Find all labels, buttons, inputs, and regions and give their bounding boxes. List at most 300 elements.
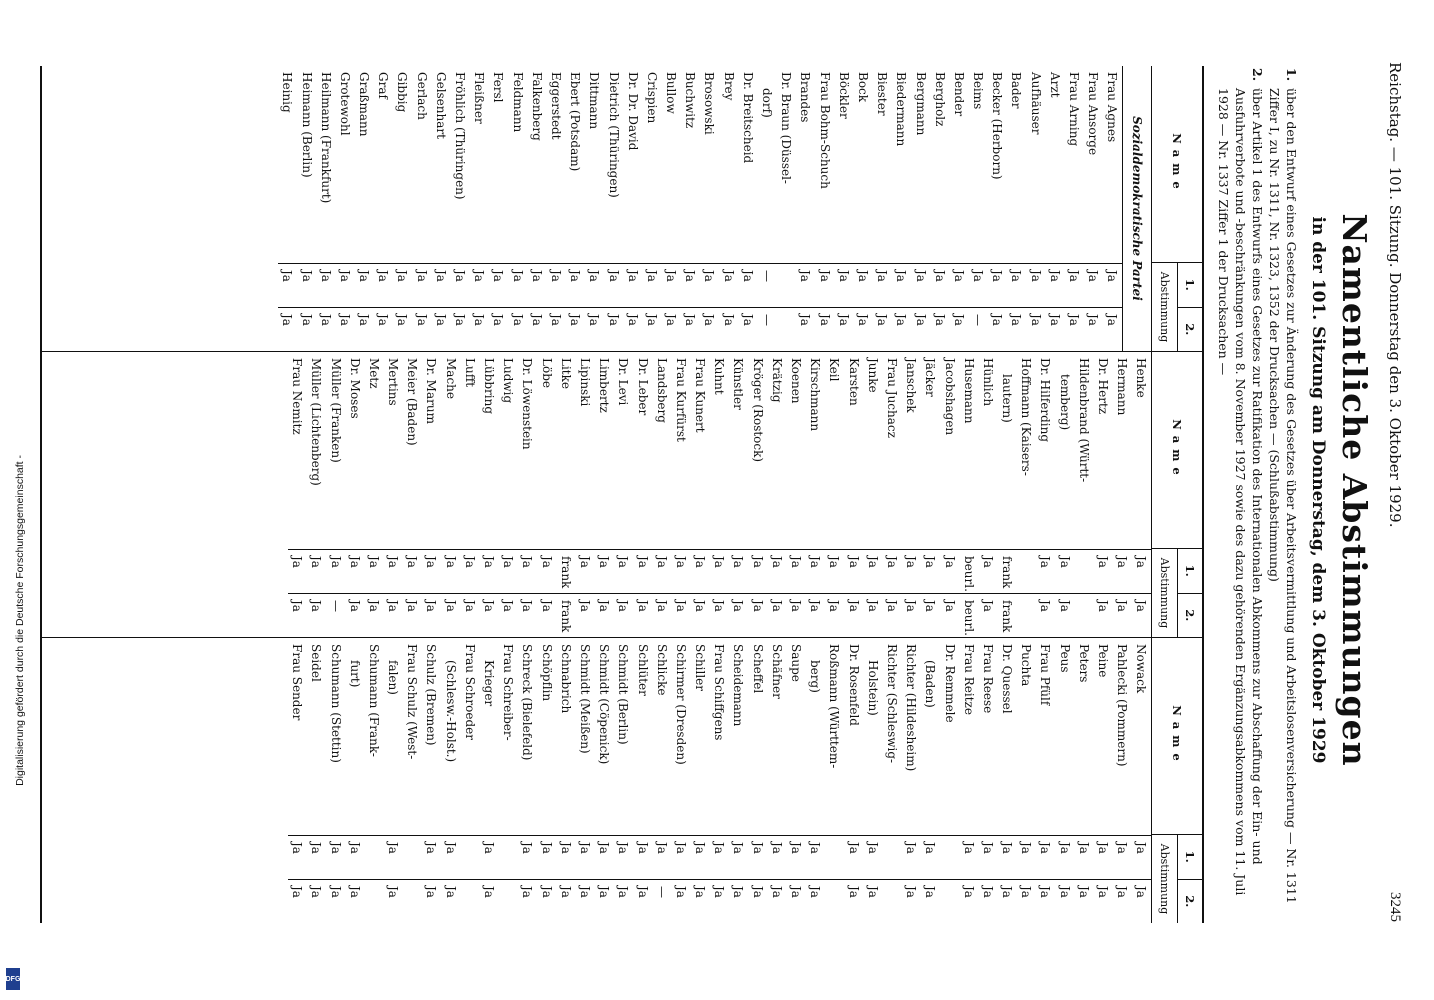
table-row: [1026, 66, 1045, 351]
table-row: [1036, 638, 1055, 923]
vote2-value: Ja: [422, 593, 441, 637]
vote2-value: [882, 879, 901, 923]
table-header: [1151, 352, 1202, 637]
vote2-value: Ja: [412, 307, 431, 351]
vote2-value: Ja: [930, 307, 949, 351]
vote2-value: Ja: [748, 593, 767, 637]
member-name: Schmidt (Cöpenick): [597, 644, 612, 765]
vote-item-text: über Artikel 1 des Entwurfs eines Gesetzes zur Ratifikation des Internationalen Abkommens zur Abschaffung der Ein- und Ausfuhrverbote und -beschränkungen vom 8. November 1927 sowie des dazu gehörenden Ergänzungsabkommens vom 11. Juli 1928 — Nr. 1337 Ziffer 1 der Drucksachen —: [1216, 88, 1265, 896]
member-name: Fersl: [491, 72, 506, 103]
vote1-value: Ja: [403, 549, 422, 593]
member-name: Frau Pfülf: [1038, 644, 1053, 706]
page-subtitle: in der 101. Sitzung am Donnerstag, dem 3. Oktober 1929: [1308, 216, 1328, 764]
digitization-note: [14, 455, 28, 995]
vote1-value: Ja: [930, 263, 949, 307]
table-row: [575, 352, 594, 637]
vote1-value: Ja: [671, 549, 690, 593]
vote1-value: Ja: [479, 835, 498, 879]
vote2-value: frank: [998, 593, 1017, 637]
vote2-value: Ja: [595, 879, 614, 923]
vote2-value: Ja: [479, 879, 498, 923]
vote2-value: Ja: [585, 307, 604, 351]
vote-item-text: über den Entwurf eines Gesetzes zur Änderung des Gesetzes über Arbeitsvermittlung und Arbeitslosenversicherung — Nr. 1311 Ziffer I, zu Nr. 1311, Nr. 1323, 1352 der Drucksachen — (Schlußabstimmung): [1267, 88, 1299, 904]
table-row: [1017, 638, 1036, 923]
vote2-value: Ja: [729, 593, 748, 637]
table-row: [719, 66, 738, 351]
vote1-value: Ja: [1055, 549, 1074, 593]
vote2-value: Ja: [710, 593, 729, 637]
vote2-value: Ja: [729, 879, 748, 923]
member-name: Löbe: [539, 358, 554, 388]
table-row: [556, 352, 575, 637]
member-name: Schmidt (Berlin): [616, 644, 631, 745]
vote1-value: Ja: [786, 549, 805, 593]
table-row: [537, 352, 556, 637]
member-name: Künstler: [731, 358, 746, 410]
table-row: [940, 638, 959, 923]
table-row: [978, 352, 997, 637]
vote1-value: Ja: [892, 263, 911, 307]
table-row: [470, 66, 489, 351]
vote2-value: —: [652, 879, 671, 923]
member-name: Becker (Herborn): [990, 72, 1005, 180]
table-row: [710, 352, 729, 637]
table-row: [403, 352, 422, 637]
member-name: Bender: [951, 72, 966, 117]
table-row: [844, 352, 863, 637]
vote1-value: Ja: [316, 263, 335, 307]
member-name: Graf: [376, 72, 391, 99]
table-row: [1036, 352, 1055, 637]
vote1-value: beurl.: [959, 549, 978, 593]
vote-numbers: [1177, 835, 1202, 923]
table-row: [623, 66, 642, 351]
member-name: Dittmann: [587, 72, 602, 130]
vote1-value: Ja: [335, 263, 354, 307]
vote2-value: Ja: [978, 879, 997, 923]
table-row: [700, 66, 719, 351]
vote1-value: Ja: [1074, 835, 1093, 879]
table-row: [479, 638, 498, 923]
member-name: Mache: [443, 358, 458, 399]
vote-numbers: [1177, 549, 1202, 637]
vote2-value: Ja: [537, 593, 556, 637]
vote1-value: Ja: [738, 263, 757, 307]
vote2-value: Ja: [575, 879, 594, 923]
column-header-name: Name: [1170, 419, 1184, 481]
member-name: Dr. Breitscheid: [740, 72, 755, 164]
vote1-value: Ja: [633, 835, 652, 879]
member-name: Schumann (Frank-: [366, 644, 381, 757]
vote1-value: Ja: [902, 835, 921, 879]
vote2-value: Ja: [1084, 307, 1103, 351]
vote2-value: Ja: [767, 593, 786, 637]
table-row: [882, 638, 901, 923]
member-name: Schlicke: [654, 644, 669, 696]
vote2-value: Ja: [873, 307, 892, 351]
vote2-value: Ja: [566, 307, 585, 351]
table-body: [42, 66, 1151, 351]
vote2-header: 2.: [1178, 307, 1202, 352]
vote2-value: Ja: [767, 879, 786, 923]
vote2-value: Ja: [326, 879, 345, 923]
running-title: Reichstag. — 101. Sitzung. Donnerstag den 3. Oktober 1929.: [1386, 62, 1404, 528]
table-row: [930, 66, 949, 351]
table-row: [863, 638, 882, 923]
table-row: [355, 66, 374, 351]
vote1-value: Ja: [614, 549, 633, 593]
member-name: Frau Schroeder: [462, 644, 477, 741]
member-name: Buchwitz: [683, 72, 698, 129]
vote1-value: [1074, 549, 1093, 593]
vote2-value: Ja: [902, 593, 921, 637]
vote1-value: Ja: [326, 835, 345, 879]
table-row: [988, 66, 1007, 351]
table-row: [422, 352, 441, 637]
vote1-value: Ja: [834, 263, 853, 307]
table-row: [508, 66, 527, 351]
table-row: [863, 352, 882, 637]
vote1-value: Ja: [633, 549, 652, 593]
vote1-value: Ja: [882, 549, 901, 593]
table-row: [412, 66, 431, 351]
vote2-value: Ja: [815, 307, 834, 351]
vote1-value: Ja: [441, 549, 460, 593]
page-title: Namentliche Abstimmungen: [1335, 213, 1374, 767]
member-name: Koenen: [789, 358, 804, 404]
vote1-value: Ja: [1017, 835, 1036, 879]
vote1-value: Ja: [1036, 549, 1055, 593]
table-row: [384, 352, 403, 637]
vote1-value: Ja: [450, 263, 469, 307]
member-name: Heinig: [280, 72, 295, 113]
table-row: [335, 66, 354, 351]
table-row: [998, 638, 1017, 923]
vote-table: [42, 637, 1202, 923]
vote2-value: [499, 879, 518, 923]
vote2-value: Ja: [998, 879, 1017, 923]
member-name: Ebert (Potsdam): [568, 72, 583, 172]
member-name: Beims: [971, 72, 986, 110]
digitization-note-text: Digitalisierung gefördert durch die Deutsche Forschungsgemeinschaft -: [14, 455, 26, 786]
table-row: [585, 66, 604, 351]
vote1-value: [1017, 549, 1036, 593]
vote1-value: Ja: [431, 263, 450, 307]
vote2-value: Ja: [556, 879, 575, 923]
member-name: Seidel: [309, 644, 324, 682]
vote1-value: Ja: [307, 549, 326, 593]
vote2-value: Ja: [988, 307, 1007, 351]
vote2-value: [1074, 593, 1093, 637]
table-row: [575, 638, 594, 923]
member-name: Frau Agnes: [1105, 72, 1120, 143]
member-name: Schirmer (Dresden): [673, 644, 688, 765]
table-row: [786, 638, 805, 923]
vote1-value: Ja: [556, 835, 575, 879]
column-header-name: Name: [1170, 705, 1184, 767]
vote1-value: Ja: [1026, 263, 1045, 307]
vote1-value: Ja: [537, 549, 556, 593]
vote1-value: Ja: [978, 549, 997, 593]
member-name: Schulz (Bremen): [424, 644, 439, 746]
vote-tables: [40, 66, 1204, 923]
table-row: [844, 638, 863, 923]
vote2-value: Ja: [546, 307, 565, 351]
vote1-value: Ja: [470, 263, 489, 307]
vote1-value: [403, 835, 422, 879]
table-row: [767, 638, 786, 923]
vote2-value: Ja: [288, 593, 307, 637]
vote1-value: Ja: [508, 263, 527, 307]
vote1-value: [825, 835, 844, 879]
member-name: Böckler: [836, 72, 851, 119]
vote1-value: Ja: [969, 263, 988, 307]
member-name: Schäfner: [769, 644, 784, 699]
vote1-value: Ja: [489, 263, 508, 307]
member-name: Frau Schulz (West-: [405, 644, 420, 760]
member-name: Dr. Dr. David: [625, 72, 640, 151]
vote2-value: Ja: [288, 879, 307, 923]
vote1-value: Ja: [1045, 263, 1064, 307]
member-name: temberg): [1057, 374, 1072, 431]
vote1-value: Ja: [940, 549, 959, 593]
table-row: [911, 66, 930, 351]
table-row: [604, 66, 623, 351]
table-row: [297, 66, 316, 351]
vote2-value: Ja: [1055, 879, 1074, 923]
table-header: [1151, 66, 1202, 351]
member-name: Dr. Rosenfeld: [846, 644, 861, 726]
member-name: Richter (Hildesheim): [904, 644, 919, 772]
member-name: Frau Juchacz: [884, 358, 899, 438]
vote1-value: Ja: [767, 835, 786, 879]
member-name: Meier (Baden): [405, 358, 420, 446]
vote2-value: Ja: [710, 879, 729, 923]
vote1-value: Ja: [479, 549, 498, 593]
member-name: falen): [386, 660, 401, 695]
vote1-value: Ja: [978, 835, 997, 879]
table-row: [316, 66, 335, 351]
member-name: Bader: [1009, 72, 1024, 109]
vote1-value: Ja: [786, 835, 805, 879]
table-row: [326, 638, 345, 923]
vote2-value: Ja: [614, 593, 633, 637]
vote1-value: Ja: [825, 549, 844, 593]
vote2-value: Ja: [355, 307, 374, 351]
member-name: Schmidt (Meißen): [577, 644, 592, 754]
vote2-value: Ja: [307, 879, 326, 923]
member-name: Schlüter: [635, 644, 650, 696]
vote1-value: Ja: [575, 835, 594, 879]
vote1-value: [499, 835, 518, 879]
vote1-value: frank: [998, 549, 1017, 593]
table-row: [892, 66, 911, 351]
member-name: Hünlich: [980, 358, 995, 407]
vote2-value: Ja: [575, 593, 594, 637]
vote-items: [1215, 68, 1300, 923]
vote1-value: Ja: [652, 549, 671, 593]
votes-label: Abstimmung: [1158, 843, 1171, 915]
member-name: Heimann (Berlin): [299, 72, 314, 178]
member-name: Kirschmann: [808, 358, 823, 432]
vote-item-number: 1.: [1284, 68, 1299, 82]
vote1-value: Ja: [652, 835, 671, 879]
vote-item: [1215, 68, 1266, 923]
column-header-votes: [1152, 262, 1202, 351]
vote2-value: Ja: [719, 307, 738, 351]
vote1-value: Ja: [767, 549, 786, 593]
vote1-value: Ja: [499, 549, 518, 593]
member-name: Dr. Braun (Düssel-: [779, 72, 794, 184]
vote2-value: [940, 879, 959, 923]
table-row: [278, 66, 297, 351]
table-row: [633, 352, 652, 637]
vote1-value: Ja: [844, 549, 863, 593]
vote2-value: [460, 879, 479, 923]
vote2-value: Ja: [403, 593, 422, 637]
vote2-value: Ja: [1036, 593, 1055, 637]
vote2-value: Ja: [450, 307, 469, 351]
table-body: [42, 352, 1151, 637]
table-row: [1132, 352, 1151, 637]
vote1-value: Ja: [546, 263, 565, 307]
vote2-value: Ja: [949, 307, 968, 351]
vote1-value: Ja: [384, 549, 403, 593]
vote2-value: Ja: [518, 593, 537, 637]
vote1-value: Ja: [1036, 835, 1055, 879]
vote2-value: Ja: [316, 307, 335, 351]
member-name: Dr. Löwenstein: [520, 358, 535, 450]
table-row: [902, 352, 921, 637]
vote2-value: Ja: [652, 593, 671, 637]
vote2-value: Ja: [1036, 879, 1055, 923]
vote2-value: Ja: [786, 593, 805, 637]
table-row: [614, 638, 633, 923]
table-row: [431, 66, 450, 351]
member-name: Litke: [558, 358, 573, 390]
table-row: [307, 352, 326, 637]
vote2-value: Ja: [892, 307, 911, 351]
table-row: [681, 66, 700, 351]
vote2-value: [403, 879, 422, 923]
table-row: [288, 352, 307, 637]
vote2-value: Ja: [806, 879, 825, 923]
member-name: Dr. Remmele: [942, 644, 957, 723]
vote1-value: Ja: [1093, 549, 1112, 593]
vote1-value: Ja: [1132, 835, 1151, 879]
member-name: Schnabrich: [558, 644, 573, 714]
vote2-value: Ja: [1045, 307, 1064, 351]
member-name: Biedermann: [894, 72, 909, 147]
vote1-value: Ja: [604, 263, 623, 307]
vote1-value: Ja: [1084, 263, 1103, 307]
vote1-value: Ja: [1007, 263, 1026, 307]
table-row: [1103, 66, 1122, 351]
vote1-value: Ja: [815, 263, 834, 307]
table-row: [834, 66, 853, 351]
member-name: Lipinski: [577, 358, 592, 407]
vote2-value: Ja: [1103, 307, 1122, 351]
vote1-value: Ja: [959, 835, 978, 879]
vote2-value: Ja: [959, 879, 978, 923]
vote1-value: Ja: [719, 263, 738, 307]
vote2-value: Ja: [691, 593, 710, 637]
table-row: [499, 352, 518, 637]
vote2-value: —: [326, 593, 345, 637]
vote2-value: Ja: [1132, 593, 1151, 637]
member-name: Frau Schreiber-: [501, 644, 516, 741]
member-name: Dr. Hertz: [1096, 358, 1111, 415]
table-row: [729, 638, 748, 923]
member-name: Dr. Hilferding: [1038, 358, 1053, 443]
member-name: Brosowski: [702, 72, 717, 135]
vote2-value: Ja: [1064, 307, 1083, 351]
member-name: Hermann: [1115, 358, 1130, 416]
table-row: [441, 352, 460, 637]
table-row: [748, 352, 767, 637]
page-number: 3245: [1387, 892, 1403, 922]
member-name: Kröger (Rostock): [750, 358, 765, 463]
vote1-value: Ja: [1132, 549, 1151, 593]
vote1-value: Ja: [998, 835, 1017, 879]
vote2-value: frank: [556, 593, 575, 637]
member-name: Biester: [875, 72, 890, 116]
member-name: Holstein): [865, 660, 880, 716]
table-row: [307, 638, 326, 923]
member-name: Keil: [827, 358, 842, 382]
vote1-value: Ja: [345, 549, 364, 593]
member-name: Hildenbrand (Württ-: [1076, 358, 1091, 483]
table-row: [518, 638, 537, 923]
member-name: lautern): [1000, 374, 1015, 423]
table-row: [595, 352, 614, 637]
member-name: Dr. Leber: [635, 358, 650, 416]
vote1-value: Ja: [691, 549, 710, 593]
vote2-value: Ja: [441, 879, 460, 923]
table-row: [441, 638, 460, 923]
vote2-value: Ja: [671, 593, 690, 637]
member-name: Nowack: [1134, 644, 1149, 694]
table-row: [710, 638, 729, 923]
vote1-header: 1.: [1183, 564, 1197, 577]
table-row: [556, 638, 575, 923]
table-row: [691, 352, 710, 637]
member-name: Frau Kurfürst: [673, 358, 688, 442]
vote2-value: Ja: [642, 307, 661, 351]
vote1-value: Ja: [537, 835, 556, 879]
table-row: [815, 66, 834, 351]
vote2-value: Ja: [671, 879, 690, 923]
votes-label: Abstimmung: [1158, 271, 1171, 343]
table-row: [825, 352, 844, 637]
vote2-value: Ja: [508, 307, 527, 351]
member-name: Brandes: [798, 72, 813, 123]
table-row: [882, 352, 901, 637]
vote1-value: frank: [556, 549, 575, 593]
table-row: [738, 66, 757, 351]
vote1-value: Ja: [566, 263, 585, 307]
vote2-value: Ja: [882, 593, 901, 637]
table-row: [345, 638, 364, 923]
vote2-value: [364, 879, 383, 923]
vote2-value: Ja: [633, 879, 652, 923]
vote1-value: Ja: [1113, 835, 1132, 879]
vote2-value: Ja: [1017, 879, 1036, 923]
column-header-name: Name: [1170, 133, 1184, 195]
vote1-value: Ja: [288, 549, 307, 593]
table-row: [566, 66, 585, 351]
member-name: Bock: [855, 72, 870, 103]
